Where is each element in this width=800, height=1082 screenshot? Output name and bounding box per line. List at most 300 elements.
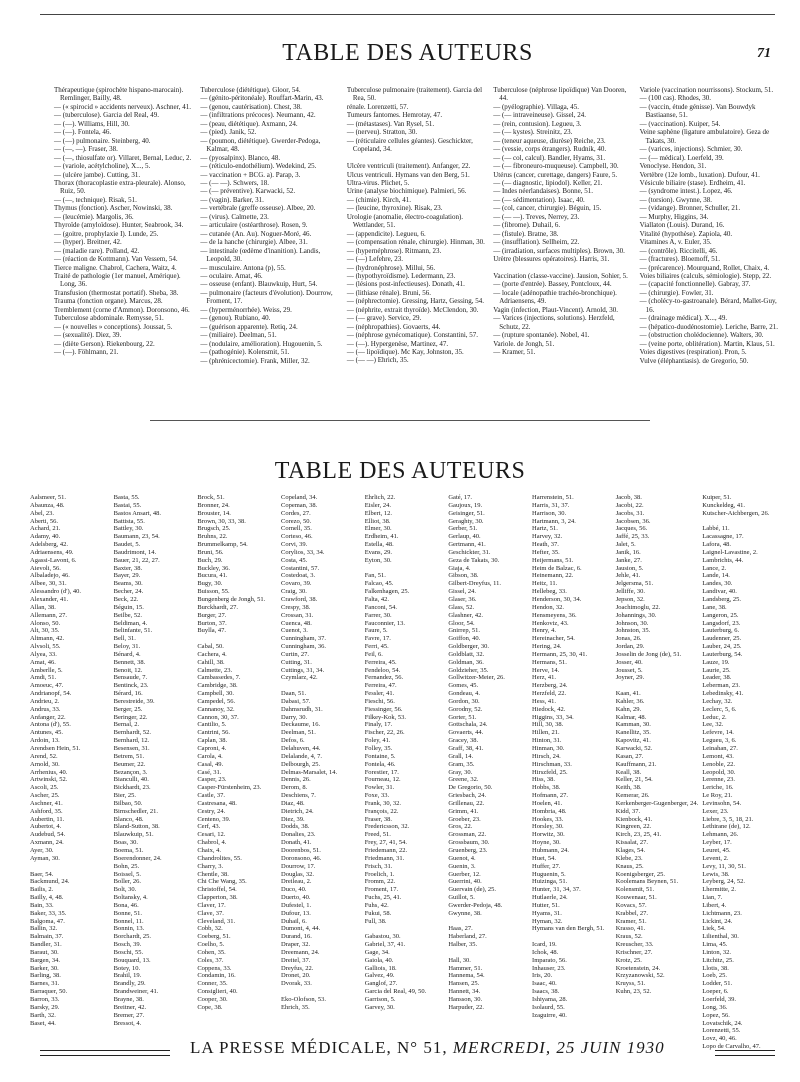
author-entry: Cunningham, 36. xyxy=(281,643,326,651)
subject-entry: Urologie (anomalie, électro-coagulation). Wettlander, 51. xyxy=(346,212,464,230)
author-entry: Anfanger, 22. xyxy=(30,713,66,721)
author-entry: Kahler, 36. xyxy=(615,697,645,705)
author-entry: Harpuder, 22. xyxy=(448,1003,485,1011)
author-entry: Fuchs, 25, 41. xyxy=(364,894,402,902)
author-entry: Battley, 30. xyxy=(113,525,144,533)
subject-entry: Tremblement (corne d'Ammon). Doronsono, 46. xyxy=(54,305,190,314)
author-entry: Gorodny, 52. xyxy=(448,705,483,713)
author-entry: Alonso, 50. xyxy=(30,619,61,627)
author-entry: Barsky, 29. xyxy=(30,1003,60,1011)
author-entry: Kemerar, 26. xyxy=(615,792,650,800)
author-entry: Antunes, 45. xyxy=(30,729,64,737)
author-entry: Chabrol, 4. xyxy=(197,839,227,847)
author-entry: Huffer, 27. xyxy=(532,862,561,870)
author-entry: Lemont, 43. xyxy=(702,752,734,760)
author-entry: De Gregorio, 50. xyxy=(448,784,493,792)
author-entry: Gerlaup, 40. xyxy=(448,533,481,541)
author-entry: Alessandro (d'), 40. xyxy=(30,588,81,596)
author-entry: Jausion, 5. xyxy=(615,564,644,572)
author-entry: Lodder, 51. xyxy=(702,980,733,988)
author-entry: Brummelkamp, 54. xyxy=(197,541,248,549)
author-entry: Hansen, 25. xyxy=(448,980,480,988)
author-column xyxy=(365,494,445,1026)
author-entry xyxy=(532,933,612,941)
author-entry: Jonas, 26. xyxy=(615,635,642,643)
author-entry: Aalsmeer, 51. xyxy=(30,494,67,501)
author-entry: Bonnin, 13. xyxy=(113,925,145,933)
author-entry: Lauber, 24, 25. xyxy=(702,643,742,651)
author-entry: Calmette, 23. xyxy=(197,666,233,674)
author-entry: Bungenberg de Jongh, 51. xyxy=(197,595,266,603)
subject-column xyxy=(493,86,633,408)
author-entry xyxy=(281,682,361,690)
author-entry: Antona (d'), 55. xyxy=(30,721,71,729)
author-entry: Isaac, 40. xyxy=(532,980,557,988)
author-entry xyxy=(365,925,445,933)
author-entry: Kidd, 37. xyxy=(615,807,641,815)
author-entry: Falkenhagen, 25. xyxy=(364,588,410,596)
author-entry: Ascoli, 25. xyxy=(30,784,59,792)
author-entry: Koolemans Beynen, 51. xyxy=(615,878,679,886)
author-entry: Dufour, 13. xyxy=(281,909,311,917)
author-entry: Hillen, 21. xyxy=(532,729,560,737)
author-entry: Arnold, 30. xyxy=(30,760,60,768)
author-entry: Leberman, 23. xyxy=(702,682,741,690)
author-entry: Buch, 29. xyxy=(197,556,223,564)
author-entry: Costantini, 57. xyxy=(281,564,320,572)
subject-entry: — (sexualité). Diez, 39. xyxy=(54,331,122,340)
author-entry: Alvsoli, 55. xyxy=(30,643,61,651)
author-entry: Delbourgh, 25. xyxy=(281,760,321,768)
author-entry: Kreuscher, 33. xyxy=(615,941,654,949)
author-entry: Gabriel, 37, 41. xyxy=(364,941,406,949)
author-entry: Kunckeldeg, 41. xyxy=(702,501,746,509)
author-entry: Derom, 8. xyxy=(281,784,308,792)
author-entry: Lebedinsky, 41. xyxy=(702,690,744,698)
author-entry: Cesari, 12. xyxy=(197,831,226,839)
author-entry: Liek, 54. xyxy=(702,925,726,933)
author-entry: Krzyzanowski, 52. xyxy=(615,972,665,980)
author-entry: Johannings, 30. xyxy=(615,611,657,619)
author-entry: Casé, 31. xyxy=(197,768,222,776)
author-entry: Lovatschik, 24. xyxy=(702,1019,743,1027)
author-entry: Harrison, 30. xyxy=(532,509,567,517)
author-entry: Frank, 30, 32. xyxy=(364,799,401,807)
footer-text xyxy=(190,1038,665,1058)
subject-entry: Utérus (cancer, curettage, dangers) Faure, 5. xyxy=(493,170,618,179)
subject-entry: — Kramer, 51. xyxy=(493,348,536,357)
author-entry: Bucura, 41. xyxy=(197,572,228,580)
author-entry: Iris, 20. xyxy=(532,972,553,980)
author-entry: Axmann, 24. xyxy=(30,839,64,847)
author-entry: Jordan, 29. xyxy=(615,643,645,651)
author-entry: Alexander, 41. xyxy=(30,595,69,603)
author-entry: Gondeau, 4. xyxy=(448,690,480,698)
author-entry: Cantilio, 5. xyxy=(197,721,227,729)
subject-entry: — (« nouvelles » conceptions). Joussat, 5. xyxy=(54,322,173,331)
author-entry: Huet, 54. xyxy=(532,854,557,862)
author-entry: Durand, 16. xyxy=(281,933,312,941)
author-entry: Conner, 35. xyxy=(197,980,228,988)
subject-entry: Traité de pathologie (1er manuel, Amérique). Long, 36. xyxy=(54,271,181,289)
subject-entry: — (— col, calcul). Bandler, Hyams, 31. xyxy=(493,153,606,162)
subject-entry: Thorax (thoracoplastie extra-pleurale). Alonso, Ruiz, 50. xyxy=(54,178,186,196)
subject-entry: — (porte d'entrée). Bassey, Pontcloux, 44. xyxy=(493,280,612,289)
subject-entry: Urine (analyse biochimique). Palmieri, 56. xyxy=(346,187,467,196)
author-entry: Janke, 27. xyxy=(615,556,642,564)
subject-entry: — (métastases). Van Rysel, 51. xyxy=(346,119,435,128)
author-entry: Jaffé, 25, 33. xyxy=(615,533,650,541)
author-entry: Gissel, 24. xyxy=(448,588,476,596)
author-entry: Bonne, 51. xyxy=(113,909,143,917)
author-entry: Lance, 2. xyxy=(702,564,727,572)
subject-entry: — Varices (injections, solutions). Herzfeld, Schutz, 22. xyxy=(493,314,615,331)
author-entry: Chentle, 38. xyxy=(197,870,229,878)
subject-entry: — (—) Lefehre, 23. xyxy=(346,255,403,264)
author-entry: Cabal, 50. xyxy=(197,643,224,651)
author-entry: Brouster, 14. xyxy=(197,509,231,517)
author-entry: Centeno, 39. xyxy=(197,815,231,823)
author-entry: Dabasi, 57. xyxy=(281,697,311,705)
author-entry: Hunter, 31, 34, 37. xyxy=(532,886,581,894)
author-entry: Buckley, 36. xyxy=(197,564,230,572)
author-column xyxy=(197,494,277,1026)
author-entry: Kuiper, 51. xyxy=(702,494,732,501)
author-entry: Guervain (de), 25. xyxy=(448,886,497,894)
subject-entry: — (100 cas). Rhodes, 30. xyxy=(639,94,711,103)
subject-entry: Tuberculose (néphrose lipoïdique) Van Dooren, 44. xyxy=(493,86,627,103)
author-entry: Gertmann, 41. xyxy=(448,541,486,549)
author-entry: Cambassedes, 7. xyxy=(197,674,241,682)
author-entry: Kirch, 23, 25, 41. xyxy=(615,831,662,839)
subject-entry: — (capacité fonctionnelle). Gabray, 37. xyxy=(639,280,751,289)
author-entry: Hefter, 35. xyxy=(532,548,560,556)
author-entry: Bugy, 30. xyxy=(197,580,223,588)
author-entry: Gwynne, 38. xyxy=(448,909,482,917)
subject-entry: — (lithiase rénale). Bruni, 56. xyxy=(346,288,431,297)
author-entry: Eko-Olofson, 53. xyxy=(281,996,326,1003)
author-entry: Blanco, 48. xyxy=(113,815,144,823)
author-entry: Hendon, 32. xyxy=(532,603,564,611)
author-entry: Ballin, 32. xyxy=(30,925,58,933)
author-entry: Bremer, 27. xyxy=(113,1011,145,1019)
author-entry: Doronsono, 46. xyxy=(281,854,322,862)
author-entry: Josselin de Jong (de), 51. xyxy=(615,650,682,658)
subject-entry: — (—, technique). Risak, 51. xyxy=(54,195,137,204)
author-entry: Kaan, 41. xyxy=(615,690,641,698)
author-entry: Gloor, 54. xyxy=(448,619,475,627)
subject-entry: — (leucine, thyroxine). Risak, 23. xyxy=(346,204,443,213)
author-entry: Frisch, 31. xyxy=(364,862,393,870)
author-entry: Folley, 35. xyxy=(364,745,393,752)
author-entry: Giaja, 4. xyxy=(448,564,471,572)
subject-entry: — (—). Föhlmann, 21. xyxy=(54,348,119,357)
subject-entry: — (hypernéphrose). Ritmann, 23. xyxy=(346,246,442,255)
author-entry: Alt, 30, 35. xyxy=(30,627,60,635)
author-entry: Laurie, 25. xyxy=(702,666,731,674)
subject-entry: — (réticulaire cellules géantes). Geschickter, Copeland, 34. xyxy=(346,136,473,154)
author-entry: Isolaurd, 55. xyxy=(532,1003,565,1011)
subject-entry: — (variole, acétylcholine), X..., 5. xyxy=(54,162,151,171)
author-column xyxy=(448,494,528,1026)
author-entry: Hirszfeld, 25. xyxy=(532,768,568,776)
author-entry: Botey, 10. xyxy=(113,964,141,972)
author-entry: Brayne, 38. xyxy=(113,996,144,1003)
author-entry: Levinsohn, 54. xyxy=(702,799,742,807)
author-entry: Burger, 27. xyxy=(197,611,227,619)
author-entry: Donalies, 23. xyxy=(281,831,316,839)
author-entry: Lee, 32. xyxy=(702,721,724,729)
author-entry: Horwitz, 30. xyxy=(532,831,565,839)
author-entry: Karwacki, 52. xyxy=(615,745,653,752)
author-entry: Bailis, 2. xyxy=(30,886,54,894)
author-entry: Doorenbos, 51. xyxy=(281,846,321,854)
author-entry: Ferreira, 47. xyxy=(364,682,397,690)
author-entry: Bennett, 38. xyxy=(113,658,146,666)
author-entry: Fowler, 31. xyxy=(364,784,395,792)
author-entry: Casper-Fürstenheim, 23. xyxy=(197,784,262,792)
author-entry: Herz, 41. xyxy=(532,674,557,682)
author-entry: Fraser, 38. xyxy=(364,815,393,823)
author-entry: Aberti, 56. xyxy=(30,517,58,525)
author-entry: Fontela, 46. xyxy=(364,760,396,768)
author-entry: Artwinski, 52. xyxy=(30,776,68,784)
subject-entry: — vaccination + BCG. a). Parap, 3. xyxy=(200,170,301,179)
subject-entry: — (—) pulmonaire. Steinberg, 40. xyxy=(54,136,151,145)
author-entry: Balmain, 37. xyxy=(30,933,64,941)
author-entry: Cordes, 27. xyxy=(281,509,311,517)
author-entry: Gerber, 51. xyxy=(448,525,478,533)
author-entry: Geisinger, 51. xyxy=(448,509,485,517)
author-entry: Diez, 39. xyxy=(281,815,305,823)
author-entry: Dumont, 4, 44. xyxy=(281,925,321,933)
author-entry: Gwerder-Pedoja, 48. xyxy=(448,901,503,909)
author-entry: Favre, 17. xyxy=(364,635,391,643)
subject-entry: Vulve (éléphantiasis). de Gregorio, 50. xyxy=(639,356,749,365)
author-entry: Kapovitz, 41. xyxy=(615,737,651,745)
author-column xyxy=(30,494,110,1026)
author-entry: Henry, 4. xyxy=(532,627,556,635)
author-entry: Bolt, 30. xyxy=(113,886,137,894)
author-entry: Caproni, 4. xyxy=(197,745,227,752)
author-entry: Hirsch, 24. xyxy=(532,752,561,760)
author-entry: Goldzieher, 35. xyxy=(448,666,489,674)
author-entry: Defos, 6. xyxy=(281,737,305,745)
author-entry: Breitner, 42. xyxy=(113,1003,147,1011)
author-entry: Hermann, 25, 30, 41. xyxy=(532,650,588,658)
author-entry: Kissalat, 27. xyxy=(615,839,649,847)
author-entry: Burton, 37. xyxy=(197,619,227,627)
author-entry: Ehrich, 35. xyxy=(281,1003,310,1011)
subject-entry: Tuberculose pulmonaire (traitement). Garcia del Rea, 50. xyxy=(346,86,483,103)
author-entry: Leduc, 2. xyxy=(702,713,727,721)
author-entry: Albee, 30, 31. xyxy=(30,580,67,588)
subject-entry: — (ulcère jambe). Cutting, 31. xyxy=(54,170,141,179)
author-entry: Claver, 17. xyxy=(197,901,226,909)
subject-entry: Vitamines A, v. Euler, 35. xyxy=(639,238,712,247)
author-entry: Le Roy, 21. xyxy=(702,792,733,800)
author-entry: Czymlarz, 42. xyxy=(281,674,318,682)
author-entry: Gaiola, 40. xyxy=(364,956,394,964)
author-column xyxy=(616,494,699,1026)
author-entry: Labbé, 11. xyxy=(702,525,730,533)
author-entry: Ayman, 30. xyxy=(30,854,60,862)
author-entry: Cobb, 32. xyxy=(197,925,223,933)
author-entry: Brock, 51. xyxy=(197,494,225,501)
author-entry: Charry, 3. xyxy=(197,862,224,870)
subject-entry: — intestinale (œdème d'inanition). Landis, Leopold, 30. xyxy=(200,246,321,264)
author-entry: Gottschala, 24. xyxy=(448,721,488,729)
author-entry: Jousset, 5. xyxy=(615,666,643,674)
author-entry: Joachimoglu, 22. xyxy=(615,603,661,611)
author-entry: Cachera, 4. xyxy=(197,650,227,658)
subject-entry: — (vagin). Barker, 31. xyxy=(200,195,264,204)
author-entry: Gnirrep, 51. xyxy=(448,627,480,635)
author-entry xyxy=(30,863,110,871)
author-entry: Lambrichts, 44. xyxy=(702,556,744,564)
author-entry: Alyea, 33. xyxy=(30,650,57,658)
author-entry: Bruni, 56. xyxy=(197,548,224,556)
author-entry: Garvey, 30. xyxy=(364,1003,395,1011)
author-entry: Fischer, 22, 26. xyxy=(364,729,405,737)
author-entry: Dreileau, 2. xyxy=(281,878,312,886)
author-entry: Koenigsberger, 25. xyxy=(615,870,665,878)
subject-entry: — (nerveu). Stratton, 30. xyxy=(346,128,418,137)
author-entry: Duco, 40. xyxy=(281,886,307,894)
author-entry: Lande, 14. xyxy=(702,572,730,580)
author-entry: Grimm, 41. xyxy=(448,807,479,815)
author-entry: Dennis, 26. xyxy=(281,776,311,784)
author-entry: Heinemann, 22. xyxy=(532,572,574,580)
author-entry: Bronner, 24. xyxy=(197,501,230,509)
author-entry: Dreyfus, 22. xyxy=(281,964,314,972)
subject-entry: — (— lipoïdique). Mc Kay, Johnston, 35. xyxy=(346,348,464,357)
author-entry: Cuttings, 31, 34. xyxy=(281,666,325,674)
author-entry: Libert, 4. xyxy=(702,901,727,909)
author-entry: Gollwitzer-Meier, 26. xyxy=(448,674,505,682)
author-entry: Greene, 32. xyxy=(448,776,479,784)
author-entry: Bell, 31. xyxy=(113,635,136,643)
subject-entry: — osseuse (enfant). Blauwkuip, Hurt, 54. xyxy=(200,280,318,289)
author-entry: Leyber, 17. xyxy=(702,839,732,847)
author-entry: Lovz, 40, 46. xyxy=(702,1035,737,1043)
author-entry: Ayer, 30. xyxy=(30,846,54,854)
author-entry: Isaacs, 38. xyxy=(532,988,560,996)
author-entry: Ferri, 45. xyxy=(364,643,389,651)
author-entry: Hill, 30, 38. xyxy=(532,721,564,729)
author-entry: Leopold, 30. xyxy=(702,768,736,776)
author-entry: Darry, 30. xyxy=(281,713,308,721)
author-entry: Loeper, 6. xyxy=(702,988,729,996)
author-entry: Hutlaerle, 24. xyxy=(532,894,568,902)
subject-entry xyxy=(493,264,633,272)
author-entry: Daan, 51. xyxy=(281,690,307,698)
author-entry: Bastai, 55. xyxy=(113,501,142,509)
author-entry: Barron, 33. xyxy=(30,996,60,1003)
author-entry: Boltansky, 4. xyxy=(113,894,148,902)
author-entry: Jacobi, 22. xyxy=(615,501,644,509)
author-entry: Balgoma, 47. xyxy=(30,917,65,925)
author-entry: Bénard, 4. xyxy=(113,650,141,658)
subject-index-section xyxy=(54,86,780,408)
author-entry: Glaser, 36. xyxy=(448,595,477,603)
author-entry: Hess, 41. xyxy=(532,697,557,705)
author-entry: Loeb, 25. xyxy=(702,972,728,980)
author-entry: Barling, 38. xyxy=(30,972,61,980)
author-entry: Hinman, 30. xyxy=(532,745,565,752)
author-index-title: TABLE DES AUTEURS xyxy=(274,458,526,484)
subject-entry: — (vaccin, étude génisse). Van Bouwdyk Bastiaanse, 51. xyxy=(639,102,756,120)
author-entry: Dronet, 20. xyxy=(281,972,311,980)
author-entry: Baudet, 5. xyxy=(113,541,141,549)
author-entry: Harris, 31, 37. xyxy=(532,501,570,509)
author-entry: Landsberg, 25. xyxy=(702,595,741,603)
author-entry: Goldberger, 30. xyxy=(448,643,489,651)
author-entry: Allan, 38. xyxy=(30,603,56,611)
author-entry: Bernhardt, 52. xyxy=(113,729,152,737)
author-entry: Elbert, 12. xyxy=(364,509,392,517)
author-entry: Govaerts, 44. xyxy=(448,729,484,737)
author-entry: Jepson, 32. xyxy=(615,595,645,603)
author-entry: Boller, 26. xyxy=(113,878,142,886)
author-entry: Krotz, 25. xyxy=(615,956,642,964)
author-entry: Bosch, 39. xyxy=(113,941,142,949)
author-entry: Harvey, 32. xyxy=(532,533,563,541)
subject-entry: Transfusion (thermostat portatif). Sheba, 38. xyxy=(54,288,179,297)
author-entry: Filkey-Kok, 53. xyxy=(364,713,407,721)
subject-entry: — (fibrome). Duhail, 6. xyxy=(493,221,561,230)
author-entry: Ashford, 35. xyxy=(30,807,63,815)
author-entry: Cope, 38. xyxy=(197,1003,223,1011)
author-entry: Corvi, 39. xyxy=(281,541,308,549)
subject-entry: — Murphy, Higgins, 34. xyxy=(639,212,709,221)
subject-entry: Tuberculose (diététique). Gloor, 54. xyxy=(200,86,301,94)
subject-entry: — (hyperménorrhée). Weiss, 29. xyxy=(200,305,292,314)
subject-entry: — (— diagnostic, lipiodol). Keller, 21. xyxy=(493,178,603,187)
subject-entry: — (— préventive). Karwacki, 52. xyxy=(200,187,296,196)
author-entry: Copeman, 38. xyxy=(281,501,318,509)
author-entry: Higgins, 33, 34. xyxy=(532,713,574,721)
author-entry: Lopez, 56. xyxy=(702,1011,730,1019)
subject-entry: — (« spirocid » accidents nerveux). Aschner, 41. xyxy=(54,102,191,111)
author-entry: Jacobsen, 36. xyxy=(615,517,651,525)
author-entry: Griesbach, 24. xyxy=(448,792,487,800)
author-entry: Galvez, 49. xyxy=(364,972,395,980)
author-entry: Baset, 44. xyxy=(30,1019,56,1027)
subject-entry: — (pathogénie). Kolensmit, 51. xyxy=(200,348,290,357)
author-entry: Andrianopf, 54. xyxy=(30,690,72,698)
author-entry: François, 22. xyxy=(364,807,399,815)
author-entry: Grossman, 22. xyxy=(448,831,487,839)
author-entry: Herzberg, 24. xyxy=(532,682,568,690)
author-entry: Kerkenberger-Gugenberger, 24. xyxy=(615,799,699,807)
subject-entry: — (— fibroneuro-muqueuse). Campbell, 30. xyxy=(493,162,619,171)
author-entry: Imparato, 56. xyxy=(532,956,567,964)
subject-entry: — (— kystes). Streinitz, 23. xyxy=(493,128,573,137)
author-entry: Deckaume, 16. xyxy=(281,721,321,729)
subject-column xyxy=(200,86,340,408)
author-entry: Delahuven, 44. xyxy=(281,745,321,752)
author-entry: Hookes, 33. xyxy=(532,815,564,823)
subject-entry: — (— —) Ehrich, 35. xyxy=(346,356,409,365)
author-entry: Coelho, 5. xyxy=(197,941,225,949)
author-entry: Kroetenstein, 24. xyxy=(615,964,661,972)
author-entry: Foley, 41. xyxy=(364,737,391,745)
author-entry: Dahmsrudh, 31. xyxy=(281,705,323,713)
issue-date: MERCREDI, 25 JUIN 1930 xyxy=(452,1038,665,1057)
subject-entry: — (pied). Janik, 52. xyxy=(200,128,257,137)
author-entry: Adriaensens, 49. xyxy=(30,548,74,556)
